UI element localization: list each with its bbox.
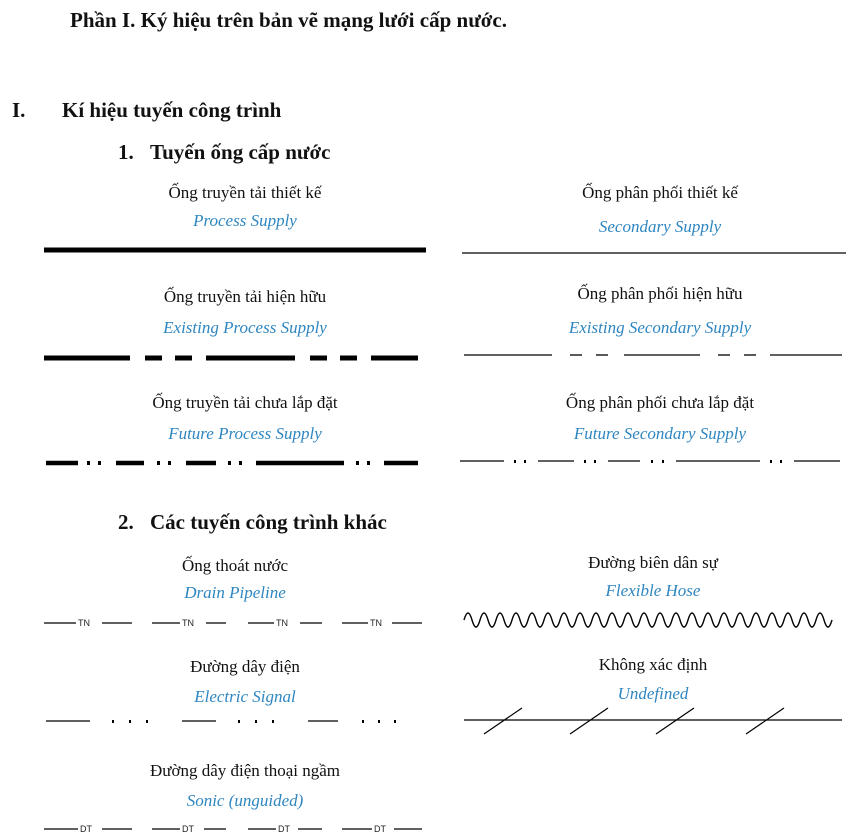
drain-code-1: TN <box>78 618 90 628</box>
existing-secondary-en: Existing Secondary Supply <box>568 318 752 337</box>
existing-process-label: Ống truyền tải hiện hữu <box>163 287 327 306</box>
flexible-label: Đường biên dân sự <box>588 553 718 572</box>
subsection-1-heading <box>118 140 330 165</box>
drain-en: Drain Pipeline <box>184 583 286 602</box>
flexible-en: Flexible Hose <box>605 581 701 600</box>
subsection-1-title: Tuyến ống cấp nước <box>150 140 331 164</box>
existing-process-en: Existing Process Supply <box>163 318 327 337</box>
future-secondary-symbol <box>460 456 850 466</box>
undefined-en: Undefined <box>617 684 689 703</box>
sonic-en: Sonic (unguided) <box>186 791 304 810</box>
undefined-label: Không xác định <box>598 655 708 674</box>
existing-secondary-symbol <box>460 350 850 360</box>
section-heading <box>12 98 281 123</box>
drain-symbol <box>40 616 430 630</box>
future-process-en: Future Process Supply <box>168 424 322 443</box>
process-supply-en: Process Supply <box>193 211 297 230</box>
existing-secondary-label: Ống phân phối hiện hữu <box>577 284 743 303</box>
flexible-symbol <box>460 608 850 632</box>
drain-code-2: TN <box>182 618 194 628</box>
subsection-2-number: 2. <box>118 510 134 534</box>
drain-code-4: TN <box>370 618 382 628</box>
sonic-code-2: DT <box>182 824 194 834</box>
drain-code-3: TN <box>276 618 288 628</box>
sonic-code-1: DT <box>80 824 92 834</box>
subsection-1-number: 1. <box>118 140 134 164</box>
drain-label: Ống thoát nước <box>181 556 289 575</box>
process-supply-label: Ống truyền tải thiết kế <box>168 183 322 202</box>
subsection-2-heading <box>118 510 387 535</box>
future-process-symbol <box>40 457 430 469</box>
sonic-symbol <box>40 822 430 836</box>
future-secondary-en: Future Secondary Supply <box>573 424 747 443</box>
page-heading: Phần I. Ký hiệu trên bản vẽ mạng lưới cấp nước. <box>70 8 508 32</box>
undefined-symbol <box>460 706 850 740</box>
existing-process-symbol <box>40 352 430 364</box>
sonic-label: Đường dây điện thoại ngầm <box>149 761 341 780</box>
electric-en: Electric Signal <box>194 687 296 706</box>
secondary-supply-symbol <box>460 248 850 258</box>
future-process-label: Ống truyền tải chưa lắp đặt <box>152 393 338 412</box>
electric-label: Đường dây điện <box>190 657 300 676</box>
process-supply-symbol <box>40 244 430 256</box>
section-number: I. <box>12 98 26 122</box>
sonic-code-3: DT <box>278 824 290 834</box>
future-secondary-label: Ống phân phối chưa lắp đặt <box>565 393 755 412</box>
electric-symbol <box>40 716 430 726</box>
secondary-supply-label: Ống phân phối thiết kế <box>582 183 738 202</box>
section-title: Kí hiệu tuyến công trình <box>62 98 282 122</box>
secondary-supply-en: Secondary Supply <box>598 217 722 236</box>
subsection-2-title: Các tuyến công trình khác <box>150 510 387 534</box>
sonic-code-4: DT <box>374 824 386 834</box>
